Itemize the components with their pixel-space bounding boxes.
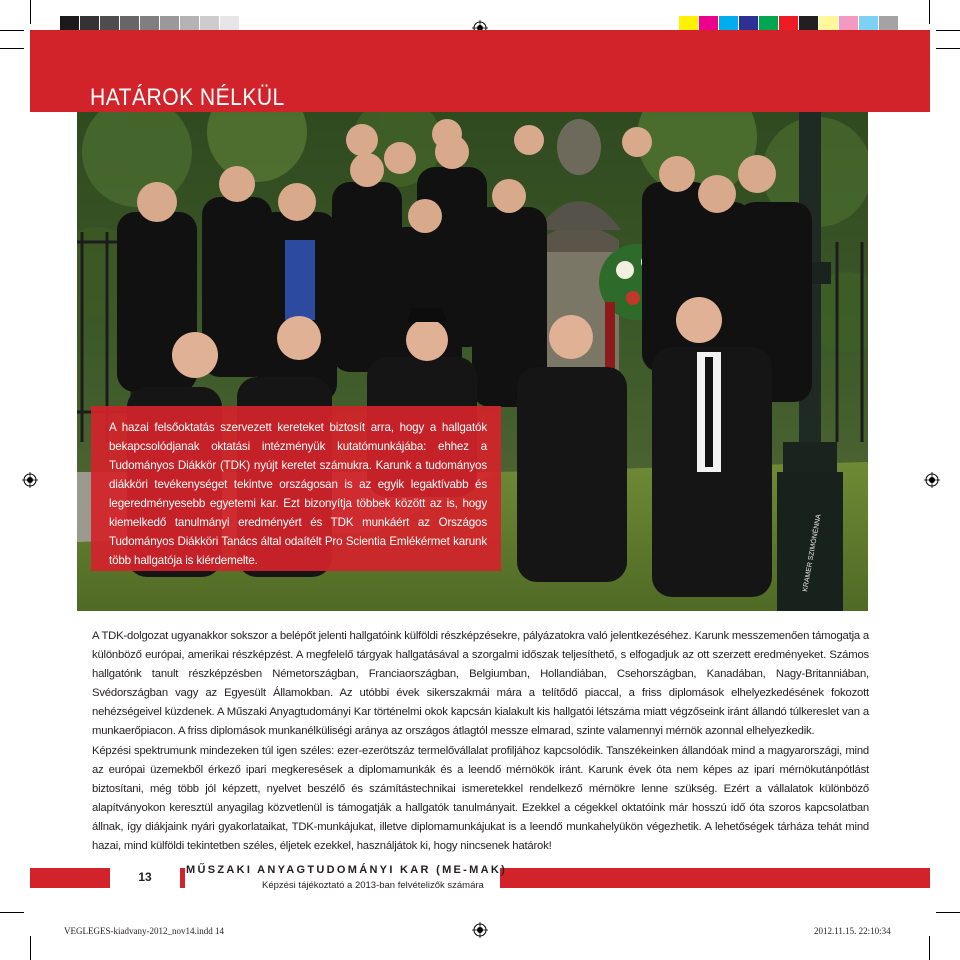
footer-subtitle: Képzési tájékoztató a 2013-ban felvételizők számára — [262, 880, 484, 891]
footer-faculty-name: MŰSZAKI ANYAGTUDOMÁNYI KAR (ME-MAK) — [186, 864, 508, 876]
body-text — [92, 627, 869, 856]
crop-mark — [936, 30, 960, 31]
crop-mark — [929, 936, 930, 960]
crop-mark — [0, 912, 24, 913]
registration-mark-icon — [472, 922, 488, 938]
crop-mark — [929, 0, 930, 24]
caption-box — [91, 406, 501, 571]
slug-datetime: 2012.11.15. 22:10:34 — [814, 926, 891, 936]
page-title: HATÁROK NÉLKÜL — [90, 84, 285, 111]
crop-mark — [30, 0, 31, 24]
page-number: 13 — [138, 870, 152, 884]
crop-mark — [0, 48, 24, 49]
footer-band-right — [500, 868, 930, 888]
crop-mark — [936, 912, 960, 913]
body-paragraph-2: Képzési spektrumunk mindezeken túl igen széles: ezer-ezerötszáz termelővállalat profiljához kapcsolódik. Tanszékeinken állandóak mind a magyarországi, mind az európai üzemekből érkező ipari megkeresések a diplomamunkák és a leendő mérnökök iránt. Karunk évek óta nem képes az ipari mérnökutánpótlást biztosítani, még több jól képzett, nyelvet beszélő és számítástechnikai ismeretekkel rendelkező mérnökre lenne szükség. Ezért a vállalatok különböző alapítványokon keresztül anyagilag közvetlenül is támogatják a hallgatók tanulmányait. Ezekkel a cégekkel oktatóink már hosszú idő óta szoros kapcsolatban állnak, így diákjaink nyári gyakorlataikat, TDK-munkájukat, illetve diplomamunkájukat is a leendő munkahelyükön végezhetik. A lehetőségek tárháza tehát mind hazai, mind külföldi tekintetben széles, éljetek ezekkel, használjátok ki, hogy nincsenek határok! — [92, 744, 869, 853]
crop-mark — [30, 936, 31, 960]
crop-mark — [0, 30, 24, 31]
registration-mark-icon — [22, 472, 38, 488]
body-paragraph-1: A TDK-dolgozat ugyanakkor sokszor a belépőt jelenti hallgatóink külföldi részképzésekre, pályázatokra való jelentkezéséhez. Karunk messzemenően támogatja a különböző európai, amerikai részképzést. A megfelelő tárgyak hallgatásával a szorgalmi időszak teljesíthető, s elfogadjuk az ott szerzett eredményeket. Számos hallgatónk tanult részképzésben Németországban, Franciaországban, Belgiumban, Hollandiában, Csehországban, Kanadában, Nagy-Britanniában, Svédországban vagy az Egyesült Államokban. Az utóbbi évek sikerszakmái mára a telítődő piaccal, a friss diplomások elhelyezkedésének fokozott nehézségeivel küzdenek. A Műszaki Anyagtudományi Kar történelmi okok kapcsán kialakult kis hallgatói létszáma miatt végzőseink iránt állandó túlkereslet van a munkaerőpiacon. A friss diplomások munkanélküliségi aránya az országos átlagtól messze elmarad, szinte valamennyi mérnök azonnal elhelyezkedik. — [92, 630, 869, 738]
registration-mark-icon — [924, 472, 940, 488]
caption-paragraph: A hazai felsőoktatás szervezett kereteket biztosít arra, hogy a hallgatók bekapcsolódjanak oktatási intézményük kutatómunkájába: ehhez a Tudományos Diákkör (TDK) nyújt keretet számukra. Karunk a tudományos diákköri tevékenységet tekintve országosan is az egyik legaktívabb és legeredményesebb egyetemi kar. Ezt bizonyítja többek között az is, hogy kiemelkedő tanulmányi eredményért és TDK munkáért az Országos Tudományos Diákköri Tanács által odaítélt Pro Scientia Emlékérmet karunk több hallgatója is kiérdemelte. — [109, 421, 487, 567]
slug-filename: VEGLEGES-kiadvany-2012_nov14.indd 14 — [64, 926, 224, 936]
banner-text: KRAMER SZIMÓNÉNNA — [802, 513, 823, 593]
crop-mark — [936, 48, 960, 49]
